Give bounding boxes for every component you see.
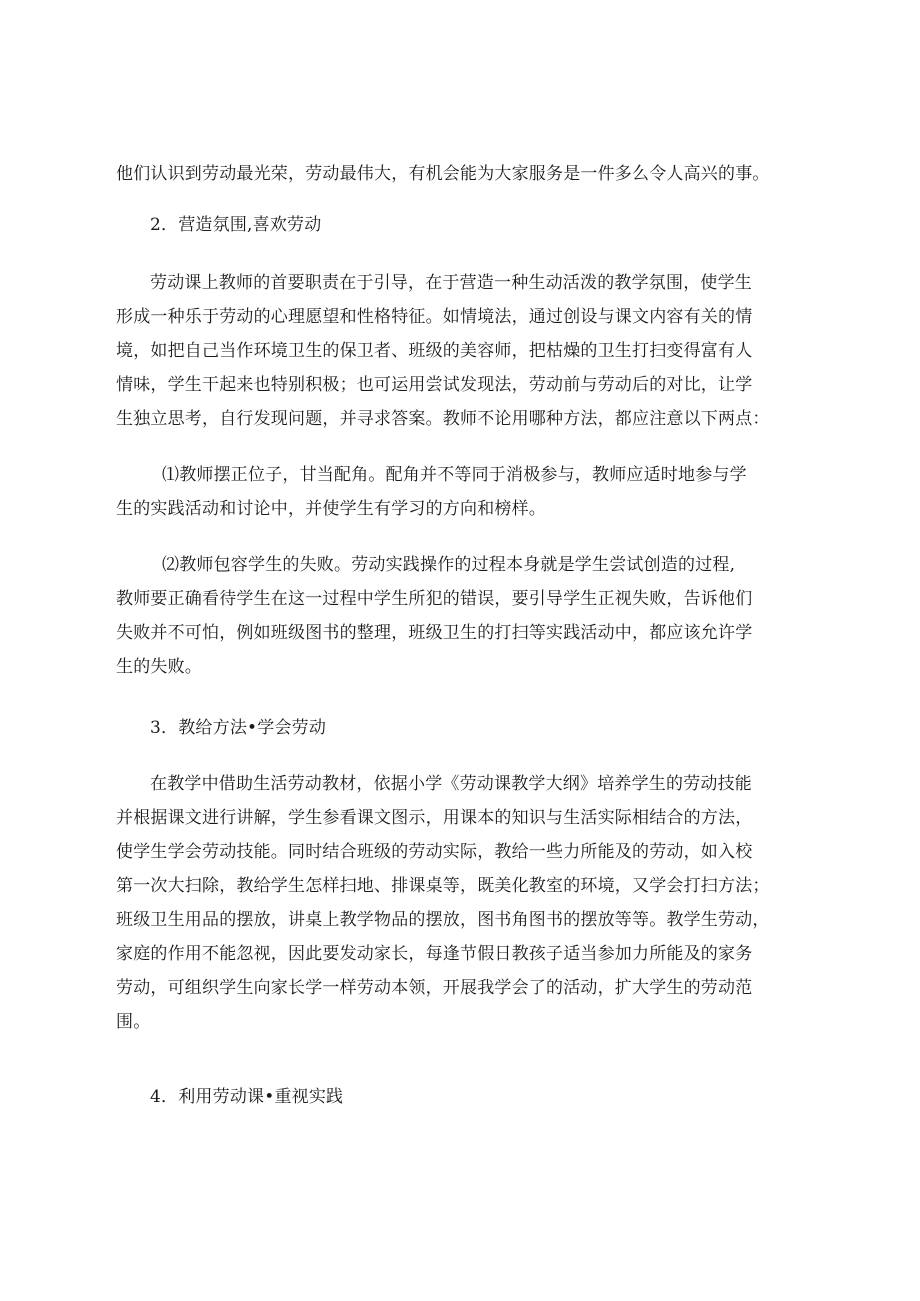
heading-section-3 [116,711,816,745]
paragraph-atmosphere [116,266,816,436]
text-line: 他们认识到劳动最光荣，劳动最伟大，有机会能为大家服务是一件多么令人高兴的事。 [116,164,770,184]
heading-section-4 [116,1080,816,1114]
text-line: 生的实践活动和讨论中，并使学生有学习的方向和榜样。 [116,499,546,519]
section-heading: 2．营造氛围,喜欢劳动 [150,215,322,235]
text-line: 家庭的作用不能忽视，因此要发动家长，每逢节假日教孩子适当参加力所能及的家务 [116,944,753,964]
text-line: 围。 [116,1012,151,1032]
text-line: 形成一种乐于劳动的心理愿望和性格特征。如情境法，通过创设与课文内容有关的情 [116,307,753,327]
text-line: 生的失败。 [116,657,202,677]
text-line: 境，如把自己当作环境卫生的保卫者、班级的美容师，把枯燥的卫生打扫变得富有人 [116,341,753,361]
text-line: ⑵教师包容学生的失败。劳动实践操作的过程本身就是学生尝试创造的过程, [162,555,736,575]
text-line: 劳动课上教师的首要职责在于引导，在于营造一种生动活泼的教学氛围，使学生 [150,273,752,293]
text-line: 第一次大扫除，教给学生怎样扫地、排课桌等，既美化教室的环境，又学会打扫方法； [116,876,770,896]
section-heading: 4．利用劳动课•重视实践 [150,1087,344,1107]
text-line: 使学生学会劳动技能。同时结合班级的劳动实际，教给一些力所能及的劳动，如入校 [116,842,753,862]
text-line: 并根据课文进行讲解，学生参看课文图示，用课本的知识与生活实际相结合的方法， [116,808,753,828]
paragraph-intro-end [116,157,816,191]
text-line: 劳动，可组织学生向家长学一样劳动本领，开展我学会了的活动，扩大学生的劳动范 [116,978,753,998]
section-heading: 3．教给方法•学会劳动 [150,718,327,738]
text-line: 在教学中借助生活劳动教材，依据小学《劳动课教学大纲》培养学生的劳动技能 [150,774,752,794]
text-line: 教师要正确看待学生在这一过程中学生所犯的错误，要引导学生正视失败，告诉他们 [116,589,753,609]
paragraph-methods [116,767,816,1039]
paragraph-point-1 [116,458,816,526]
heading-section-2 [116,208,816,242]
text-line: 生独立思考，自行发现问题，并寻求答案。教师不论用哪种方法，都应注意以下两点： [116,409,770,429]
text-line: 情味，学生干起来也特别积极；也可运用尝试发现法，劳动前与劳动后的对比，让学 [116,375,753,395]
text-line: ⑴教师摆正位子，甘当配角。配角并不等同于消极参与，教师应适时地参与学 [162,465,747,485]
paragraph-point-2 [116,548,816,684]
text-line: 班级卫生用品的摆放，讲桌上教学物品的摆放，图书角图书的摆放等等。教学生劳动， [116,910,770,930]
text-line: 失败并不可怕，例如班级图书的整理，班级卫生的打扫等实践活动中，都应该允许学 [116,623,753,643]
